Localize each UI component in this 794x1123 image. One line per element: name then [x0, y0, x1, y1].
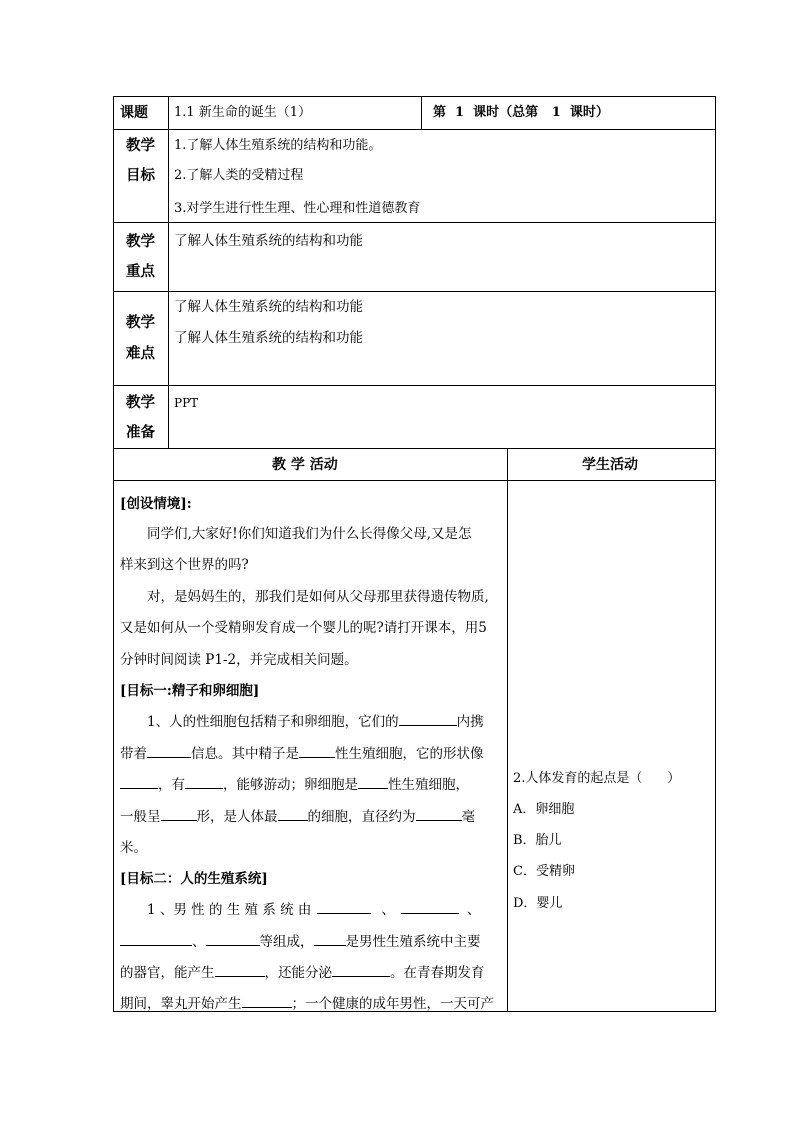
difficulties-text-line1: 了解人体生殖系统的结构和功能 — [174, 299, 363, 315]
table-border-top — [113, 96, 716, 97]
paragraph-line: 对，是妈妈生的，那我们是如何从父母那里获得遗传物质, — [147, 589, 489, 605]
text-fragment: 毫 — [461, 809, 475, 825]
goal-one-line — [147, 710, 484, 730]
answer-blank[interactable] — [185, 776, 223, 789]
row-divider — [113, 448, 716, 449]
answer-blank[interactable] — [332, 964, 390, 977]
answer-blank[interactable] — [299, 745, 335, 758]
answer-option-b[interactable]: B．胎儿 — [513, 833, 562, 848]
key-points-label-line2: 重点 — [126, 263, 155, 280]
answer-option-d[interactable]: D．婴儿 — [513, 896, 563, 911]
row-divider — [113, 222, 716, 223]
goal-one-line — [120, 805, 475, 825]
text-fragment: 1 、男 性 的 生 殖 系 统 由 — [147, 902, 312, 918]
difficulties-text-line2: 了解人体生殖系统的结构和功能 — [174, 330, 363, 346]
answer-option-a[interactable]: A．卵细胞 — [513, 802, 575, 817]
goal-two-line — [120, 961, 485, 981]
intro-line: 同学们,大家好!你们知道我们为什么长得像父母,又是怎 — [147, 526, 472, 542]
text-fragment: 是男性生殖系统中主要 — [345, 934, 481, 950]
text-fragment: 的细胞，直径约为 — [307, 809, 416, 825]
key-points-text: 了解人体生殖系统的结构和功能 — [174, 233, 363, 249]
objectives-label-line2: 目标 — [126, 167, 155, 184]
preparation-label-line2: 准备 — [126, 424, 155, 441]
row-divider — [113, 480, 716, 481]
period-column-divider — [421, 96, 422, 130]
goal-one-line: 米。 — [120, 840, 147, 856]
goal-two-line — [147, 898, 480, 918]
goal-two-line — [120, 930, 481, 950]
preparation-label-line1: 教学 — [126, 394, 155, 411]
answer-blank[interactable] — [317, 901, 371, 914]
text-fragment: 形，是人体最 — [196, 809, 278, 825]
difficulties-label-line1: 教学 — [126, 314, 155, 331]
text-fragment: 内携 — [456, 714, 484, 730]
period-info: 第 1 课时（总第 1 课时） — [433, 105, 609, 120]
paragraph-line: 又是如何从一个受精卵发育成一个婴儿的呢?请打开课本，用5 — [120, 620, 487, 636]
text-fragment: 、 — [466, 902, 481, 918]
text-fragment: ，能够游动；卵细胞是 — [223, 777, 358, 793]
text-fragment: 、 — [381, 902, 395, 918]
text-fragment: 信息。其中精子是 — [191, 746, 299, 762]
text-fragment: 的器官，能产生 — [120, 965, 215, 981]
text-fragment: 带着 — [120, 746, 147, 762]
row-divider — [113, 129, 716, 130]
answer-blank[interactable] — [120, 776, 158, 789]
answer-option-c[interactable]: C．受精卵 — [513, 864, 575, 879]
text-fragment: 性生殖细胞， — [388, 777, 469, 793]
teacher-activity-header: 教 学 活动 — [272, 457, 338, 473]
activity-column-divider — [507, 448, 508, 1012]
answer-blank[interactable] — [206, 933, 260, 946]
answer-blank[interactable] — [242, 995, 292, 1008]
text-fragment: 、 — [192, 934, 206, 950]
answer-blank[interactable] — [416, 808, 462, 821]
answer-blank[interactable] — [399, 713, 457, 726]
scene-title: [创设情境]: — [120, 496, 192, 512]
key-points-label-line1: 教学 — [126, 233, 155, 250]
goal-one-title: [目标一:精子和卵细胞] — [120, 683, 260, 699]
text-fragment: 期间，睾丸开始产生 — [120, 996, 242, 1012]
text-fragment: 等组成， — [259, 934, 314, 950]
table-border-left — [113, 96, 114, 1012]
preparation-text: PPT — [174, 396, 199, 410]
text-fragment: ；一个健康的成年男性，一天可产 — [291, 996, 494, 1012]
subject-label: 课题 — [120, 105, 148, 121]
answer-blank[interactable] — [358, 776, 388, 789]
objective-item: 3.对学生进行性生理、性心理和性道德教育 — [174, 201, 421, 216]
row-divider — [113, 291, 716, 292]
text-fragment: 性生殖细胞，它的形状像 — [335, 746, 484, 762]
answer-blank[interactable] — [120, 933, 192, 946]
goal-two-line — [120, 992, 494, 1012]
goal-one-line — [120, 773, 469, 793]
text-fragment: 1、人的性细胞包括精子和卵细胞，它们的 — [147, 714, 399, 730]
objective-item: 1.了解人体生殖系统的结构和功能。 — [174, 138, 382, 153]
answer-blank[interactable] — [215, 964, 265, 977]
answer-blank[interactable] — [147, 745, 191, 758]
text-fragment: 一般呈 — [120, 809, 161, 825]
paragraph-line: 分钟时间阅读 P1-2，并完成相关问题。 — [120, 652, 358, 668]
student-activity-header: 学生活动 — [582, 457, 638, 473]
text-fragment: ，还能分泌 — [264, 965, 332, 981]
text-fragment: 。在青春期发育 — [390, 965, 485, 981]
table-border-right — [715, 96, 716, 1012]
difficulties-label-line2: 难点 — [126, 345, 155, 362]
objectives-label-line1: 教学 — [126, 137, 155, 154]
intro-line: 样来到这个世界的吗? — [120, 557, 249, 573]
answer-blank[interactable] — [161, 808, 197, 821]
text-fragment: ，有 — [158, 777, 185, 793]
objective-item: 2.了解人类的受精过程 — [174, 168, 304, 183]
student-question: 2.人体发育的起点是（ ） — [513, 771, 681, 786]
goal-one-line — [120, 742, 484, 762]
answer-blank[interactable] — [278, 808, 308, 821]
answer-blank[interactable] — [401, 901, 459, 914]
answer-blank[interactable] — [314, 933, 346, 946]
goal-two-title: [目标二：人的生殖系统] — [120, 871, 268, 887]
subject-value: 1.1 新生命的诞生（1） — [174, 105, 312, 120]
label-column-divider — [168, 96, 169, 449]
row-divider — [113, 385, 716, 386]
